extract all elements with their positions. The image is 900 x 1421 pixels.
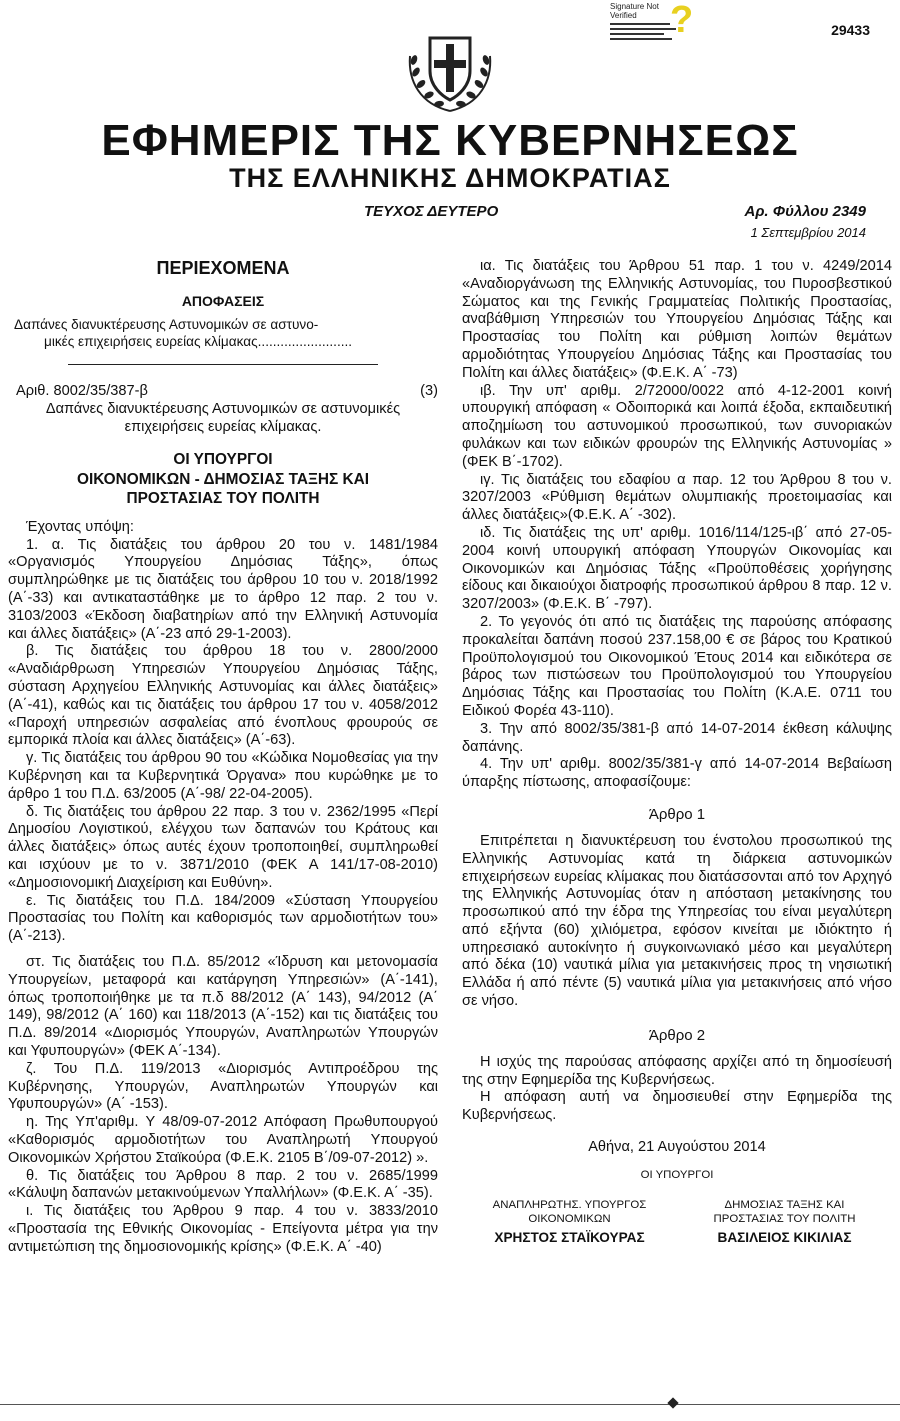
paragraph-1st: στ. Τις διατάξεις του Π.Δ. 85/2012 «Ίδρυση και μετονομασία Υπουργείων, μεταφορά και κατάργηση Υπηρεσιών» (Α΄-141), όπως τροποποιήθηκε με τα π.δ 88/2012 (Α΄ 143), 94/2012 (Α΄ 149), 98/2012 (Α΄ 160) και 118/2013 (Α΄-152) και τις διατάξεις του Π.Δ. 89/2014 «Διορισμός Υπουργών, Αναπληρωτών Υπουργών και Υφυπουργών» (ΦΕΚ Α΄-134). <box>8 954 438 1059</box>
issue-date: 1 Σεπτεμβρίου 2014 <box>750 225 866 240</box>
article-1-text: Επιτρέπεται η διανυκτέρευση του ένστολου προσωπικού της Ελληνικής Αστυνομίας κατά τη διάρκεια αστυνομικών επιχειρήσεων ευρείας κλίμακας που διατάσσονται από τον Αρχηγό της Ελληνικής Αστυνομίας όταν η απόσταση μετακίνησης του προσωπικού από την έδρα της Υπηρεσίας του είναι μεγαλύτερη από εξήντα (60) χιλιόμετρα, εφόσον κινείται με ιδιόκτητο ή υπηρεσιακό αυτοκίνητο ή συγκοινωνιακό μέσο και μεγαλύτερη από δέκα (10) ναυτικά μίλια για μετακινήσεις προς τη νησιωτική Ελλάδα ή από πέντε (5) ναυτικά μίλια για μετακινήσεις από νήσο σε νήσο. <box>462 832 892 1010</box>
toc-title: ΠΕΡΙΕΧΟΜΕΝΑ <box>156 258 290 278</box>
right-column <box>462 258 892 1245</box>
paragraph-1ia: ια. Τις διατάξεις του Άρθρου 51 παρ. 1 του ν. 4249/2014 «Αναδιοργάνωση της Ελληνικής Αστυνομίας, του Πυροσβεστικού Σώματος και της Γενικής Γραμματείας Πολιτικής Προστασίας, αναβάθμιση Υπηρεσιών του Υπουργείου Δημόσιας Τάξης και Προστασίας του Πολίτη και ρύθμιση λοιπών θεμάτων αρμοδιότητας Υπουργείου Δημόσιας Τάξης και Προστασίας του Πολίτη και άλλες διατάξεις» (Φ.Ε.Κ. Α΄ -73) <box>462 258 892 381</box>
decision-ref: (3) <box>420 383 438 399</box>
left-column <box>8 258 438 1257</box>
ministers-line1: ΟΙ ΥΠΟΥΡΓΟΙ <box>173 451 273 469</box>
paragraph-1e: ε. Τις διατάξεις του Π.Δ. 184/2009 «Σύσταση Υπουργείου Προστασίας του Πολίτη και καθορισμός των αρμοδιοτήτων του» (Α΄-213). <box>8 892 438 945</box>
right-role-line2: ΠΡΟΣΤΑΣΙΑΣ ΤΟΥ ΠΟΛΙΤΗ <box>713 1212 856 1225</box>
gazette-subtitle: ΤΗΣ ΕΛΛΗΝΙΚΗΣ ΔΗΜΟΚΡΑΤΙΑΣ <box>229 163 671 193</box>
place-date: Αθήνα, 21 Αυγούστου 2014 <box>588 1139 766 1156</box>
ministers-label: ΟΙ ΥΠΟΥΡΓΟΙ <box>640 1169 714 1182</box>
signature-verification-stamp <box>610 2 720 60</box>
paragraph-3: 3. Την από 8002/35/381-β από 14-07-2014 έκθεση κάλυψης δαπάνης. <box>462 720 892 755</box>
bottom-divider <box>0 1404 900 1405</box>
paragraph-1c: γ. Τις διατάξεις του άρθρου 90 του «Κώδικα Νομοθεσίας για την Κυβέρνηση και τα Κυβερνητικά Όργανα» που κυρώθηκε με το άρθρο 1 του Π.Δ. 63/2005 (Α΄-98/ 22-04-2005). <box>8 750 438 802</box>
paragraph-1ig: ιγ. Τις διατάξεις του εδαφίου α παρ. 12 του Άρθρου 8 του ν. 3207/2003 «Ρύθμιση θεμάτων ολυμπιακής προετοιμασίας και άλλες διατάξεις»(Φ.Ε.Κ. Α΄ -302). <box>462 471 892 524</box>
paragraph-1z: ζ. Του Π.Δ. 119/2013 «Διορισμός Αντιπροέδρου της Κυβέρνησης, Υπουργών, Αναπληρωτών Υπουργών και Υφυπουργών» (Α΄ -153). <box>8 1060 438 1113</box>
right-role-line1: ΔΗΜΟΣΙΑΣ ΤΑΞΗΣ ΚΑΙ <box>724 1199 845 1212</box>
paragraph-1d: δ. Τις διατάξεις του άρθρου 22 παρ. 3 του ν. 2362/1995 «Περί Δημοσίου Λογιστικού, ελέγχου των δαπανών του Κράτους και άλλες διατάξεις» όπως αυτές έχουν τροποποιηθεί, συμπληρωθεί και ισχύουν με το ν. 3871/2010 (ΦΕΚ Α 141/17-08-2010) «Δημοσιονομική Διαχείριση και Ευθύνη». <box>8 803 438 891</box>
paragraph-1th: θ. Τις διατάξεις του Άρθρου 8 παρ. 2 του ν. 2685/1999 «Κάλυψη δαπανών μετακινούμενων Υπαλλήλων» (Φ.Ε.Κ. Α΄ -35). <box>8 1167 438 1202</box>
decision-header <box>8 383 438 401</box>
article-2-text1: Η ισχύς της παρούσας απόφασης αρχίζει από τη δημοσίευσή της στην Εφημερίδα της Κυβερνήσεως. <box>462 1053 892 1088</box>
page-number: 29433 <box>831 22 870 38</box>
paragraph-1a: 1. α. Τις διατάξεις του άρθρου 20 του ν. 1481/1984 «Οργανισμός Υπουργείου Δημόσιας Τάξης», όπως συμπληρώθηκε με τις διατάξεις του άρθρου 10 του ν. 2018/1992 (Α΄-33) και αντικαταστάθηκε με το άρθρο 12 παρ. 2 του ν. 3103/2003 «Έκδοση διαβατηρίων από την Ελληνική Αστυνομία και άλλες διατάξεις» (Α΄-23 από 29-1-2003). <box>8 536 438 642</box>
toc-entry-line1[interactable]: Δαπάνες διανυκτέρευσης Αστυνομικών σε αστυνο- <box>14 317 319 332</box>
toc-entry-line2[interactable]: μικές επιχειρήσεις ευρείας κλίμακας......................... <box>44 333 353 349</box>
issue-label: ΤΕΥΧΟΣ ΔΕΥΤΕΡΟ <box>364 203 499 220</box>
paragraph-1ib: ιβ. Την υπ' αριθμ. 2/72000/0022 από 4-12-2001 κοινή υπουργική απόφαση « Οδοιπορικά και λοιπά έξοδα, εκπαιδευτική αποζημίωση του αστυνομικού προσωπικού, των συνοριακών φυλάκων και των ειδικών φρουρών της Ελληνικής Αστυνομίας » (ΦΕΚ Β΄-1702). <box>462 382 892 470</box>
right-signatory-name: ΒΑΣΙΛΕΙΟΣ ΚΙΚΙΛΙΑΣ <box>717 1230 852 1246</box>
signatures <box>462 1199 892 1245</box>
paragraph-intro: Έχοντας υπόψη: <box>26 518 134 535</box>
paragraph-1i: ι. Τις διατάξεις του Άρθρου 9 παρ. 4 του ν. 3833/2010 «Προστασία της Εθνικής Οικονομίας - Επείγοντα μέτρα για την αντιμετώπιση της δημοσιονομικής κρίσης» (Φ.Ε.Κ. Α΄ -40) <box>8 1203 438 1255</box>
gazette-title: ΕΦΗΜΕΡΙΣ ΤΗΣ ΚΥΒΕΡΝΗΣΕΩΣ <box>101 116 799 165</box>
signature-label: Signature Not Verified <box>610 2 659 20</box>
paragraph-4: 4. Την υπ' αριθμ. 8002/35/381-γ από 14-07-2014 Βεβαίωση ύπαρξης πίστωσης, αποφασίζουμε: <box>462 756 892 791</box>
paragraph-1id: ιδ. Τις διατάξεις της υπ' αριθμ. 1016/114/125-ιβ΄ από 27-05-2004 κοινή υπουργική απόφαση Υπουργών Οικονομίας και Οικονομικών και Δημόσιας Τάξης «Προϋποθέσεις χορήγησης είδους και δικαιούχοι διατροφής προσωπικού άρθρου 8 παρ. 12 ν. 3207/2003» (Φ.Ε.Κ. Β΄ -797). <box>462 524 892 613</box>
ministers-line3: ΠΡΟΣΤΑΣΙΑΣ ΤΟΥ ΠΟΛΙΤΗ <box>126 490 320 508</box>
toc-section: ΑΠΟΦΑΣΕΙΣ <box>181 293 265 309</box>
decision-number: Αριθ. 8002/35/387-β <box>16 383 148 399</box>
ministers-heading <box>8 450 438 509</box>
left-role-line1: ΑΝΑΠΛΗΡΩΤΗΣ. ΥΠΟΥΡΓΟΣ <box>492 1199 647 1212</box>
signature-right <box>677 1199 892 1245</box>
question-mark-icon: ? <box>670 0 694 41</box>
article-2-title: Άρθρο 2 <box>648 1026 706 1044</box>
left-signatory-name: ΧΡΗΣΤΟΣ ΣΤΑΪΚΟΥΡΑΣ <box>494 1230 645 1246</box>
left-role-line2: ΟΙΚΟΝΟΜΙΚΩΝ <box>528 1212 611 1225</box>
decision-subject: Δαπάνες διανυκτέρευσης Αστυνομικών σε αστυνομικές επιχειρήσεις ευρείας κλίμακας. <box>45 400 401 435</box>
paragraph-1h: η. Της Υπ'αριθμ. Υ 48/09-07-2012 Απόφαση Πρωθυπουργού «Καθορισμός αρμοδιοτήτων του Αναπληρωτή Υπουργού Οικονομικών Χρήστου Σταϊκούρα (Φ.Ε.Κ. 2105 Β΄/09-07-2012) ». <box>8 1114 438 1166</box>
coat-of-arms-emblem <box>400 16 500 116</box>
toc-divider <box>68 364 378 365</box>
article-1-title: Άρθρο 1 <box>648 805 706 823</box>
ministers-line2: ΟΙΚΟΝΟΜΙΚΩΝ - ΔΗΜΟΣΙΑΣ ΤΑΞΗΣ ΚΑΙ <box>77 470 369 488</box>
diamond-ornament-icon <box>667 1397 678 1408</box>
paragraph-1b: β. Τις διατάξεις του άρθρου 18 του ν. 2800/2000 «Αναδιάρθρωση Υπηρεσιών Υπουργείου Δημόσιας Τάξης, σύσταση Αρχηγείου Ελληνικής Αστυνομίας και άλλες διατάξεις» (Α΄-41), καθώς και τις διατάξεις του άρθρου 17 του ν. 4058/2012 «Παροχή υπηρεσιών ασφαλείας από ένοπλους φρουρούς σε εμπορικά πλοία και άλλες διατάξεις» (Α΄-63). <box>8 643 438 749</box>
sheet-number: Αρ. Φύλλου 2349 <box>744 203 866 220</box>
paragraph-2: 2. Το γεγονός ότι από τις διατάξεις της παρούσης απόφασης προκαλείται δαπάνη ποσού 237.158,00 € σε βάρος του Κρατικού Προϋπολογισμού του Οικονομικού Έτους 2014 και ειδικότερα σε βάρος των πιστώσεων του Προϋπολογισμού του Υπουργείου Δημόσιας Τάξης και Προστασίας του Πολίτη (Κ.Α.Ε. 0711 του Ειδικού Φορέα 43-110). <box>462 613 892 719</box>
article-2-text2: Η απόφαση αυτή να δημοσιευθεί στην Εφημερίδα της Κυβερνήσεως. <box>462 1089 892 1124</box>
signature-left <box>462 1199 677 1245</box>
